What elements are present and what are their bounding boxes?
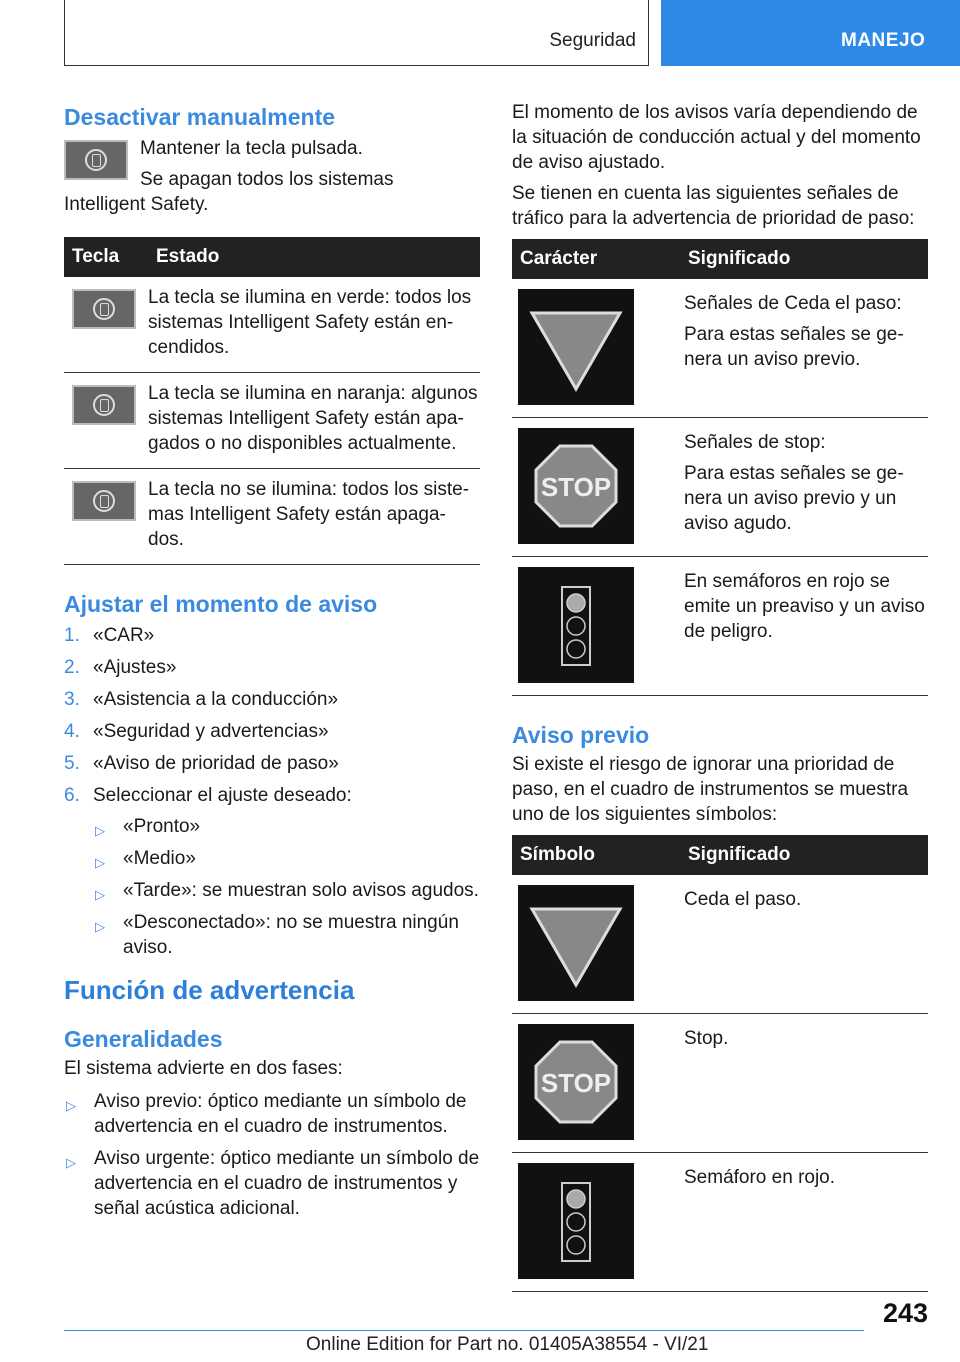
options-list bbox=[93, 814, 480, 960]
traffic-light-icon bbox=[518, 1163, 634, 1279]
svg-text:STOP: STOP bbox=[540, 1068, 612, 1098]
yield-sign-icon bbox=[518, 885, 634, 1001]
table-header-meaning: Significado bbox=[680, 239, 928, 279]
heading-warning-function: Función de advertencia bbox=[64, 975, 355, 1005]
timing-text: El momento de los avisos varía dependiendo de la situación de conducción actual y del momento de aviso ajustado. bbox=[512, 102, 921, 173]
header-section-title: Seguridad bbox=[549, 30, 636, 51]
heading-adjust-timing: Ajustar el momento de aviso bbox=[64, 591, 378, 617]
table-cell: Stop. bbox=[684, 1028, 729, 1049]
key-off-icon bbox=[72, 481, 136, 521]
table-cell: La tecla se ilumina en verde: todos los sistemas Intelligent Safety están en-cendidos. bbox=[148, 277, 480, 373]
stop-sign-icon bbox=[518, 1024, 634, 1140]
list-item: 6. Seleccionar el ajuste deseado: ▷ «Pronto» ▷ «Medio» ▷ «Tarde»: se muestran solo avisos agudos. ▷ «Desconectado»: no se muestra ningún aviso. bbox=[64, 785, 479, 958]
heading-pre-warning: Aviso previo bbox=[512, 722, 650, 748]
header-chapter-label: MANEJO bbox=[841, 30, 926, 51]
table-header-row bbox=[512, 835, 928, 875]
list-item: 2. «Ajustes» bbox=[64, 657, 177, 678]
table-row bbox=[512, 557, 928, 696]
stop-sign-icon bbox=[518, 428, 634, 544]
table-header-row bbox=[512, 239, 928, 279]
phases-list bbox=[64, 1089, 480, 1221]
table-cell: Señales de stop: bbox=[684, 432, 826, 453]
header-chapter-tab bbox=[661, 0, 960, 66]
pre-warning-text: Si existe el riesgo de ignorar una prioridad de paso, en el cuadro de instrumentos se muestra uno de los siguientes símbolos: bbox=[512, 754, 909, 825]
list-item: ▷ Aviso previo: óptico mediante un símbolo de advertencia en el cuadro de instrumentos. bbox=[66, 1091, 467, 1137]
bullet-triangle-icon: ▷ bbox=[95, 919, 105, 934]
table-row bbox=[512, 1153, 928, 1292]
deactivate-intro bbox=[64, 134, 480, 223]
bullet-triangle-icon: ▷ bbox=[66, 1098, 76, 1113]
general-text: El sistema advierte en dos fases: bbox=[64, 1058, 343, 1079]
list-item: 5. «Aviso de prioridad de paso» bbox=[64, 753, 339, 774]
table-cell: En semáforos en rojo se emite un preaviso y un aviso de peligro. bbox=[684, 571, 925, 642]
bullet-triangle-icon: ▷ bbox=[95, 855, 105, 870]
intelligent-safety-key-icon bbox=[64, 140, 128, 180]
yield-sign-icon bbox=[518, 289, 634, 405]
footer-edition: Online Edition for Part no. 01405A38554 - VI/21 bbox=[306, 1334, 709, 1355]
key-status-table bbox=[64, 237, 480, 565]
deactivate-result: Se apagan todos los sistemas Intelligent Safety. bbox=[64, 169, 394, 215]
table-row bbox=[64, 373, 480, 469]
right-column bbox=[512, 100, 928, 1292]
traffic-sign-table bbox=[512, 239, 928, 696]
list-item: ▷ «Tarde»: se muestran solo avisos agudos. bbox=[93, 878, 480, 903]
list-item: ▷ «Medio» bbox=[93, 846, 480, 871]
table-row bbox=[512, 279, 928, 418]
table-cell: Para estas señales se ge-nera un aviso previo y un aviso agudo. bbox=[684, 463, 904, 534]
footer-divider bbox=[64, 1330, 864, 1331]
table-cell: La tecla no se ilumina: todos los siste-mas Intelligent Safety están apaga-dos. bbox=[148, 469, 480, 565]
table-cell: Para estas señales se ge-nera un aviso previo. bbox=[684, 324, 904, 370]
table-cell: Ceda el paso. bbox=[684, 889, 802, 910]
svg-text:STOP: STOP bbox=[540, 472, 612, 502]
list-item: 4. «Seguridad y advertencias» bbox=[64, 721, 329, 742]
table-row bbox=[64, 277, 480, 373]
list-item: ▷ «Pronto» bbox=[93, 814, 480, 839]
adjust-steps-list bbox=[64, 623, 480, 960]
bullet-triangle-icon: ▷ bbox=[95, 823, 105, 838]
table-header-key: Tecla bbox=[64, 237, 148, 277]
key-green-icon bbox=[72, 289, 136, 329]
heading-deactivate: Desactivar manualmente bbox=[64, 104, 336, 130]
table-cell: Semáforo en rojo. bbox=[684, 1167, 836, 1188]
table-header-character: Carácter bbox=[512, 239, 680, 279]
table-cell: Señales de Ceda el paso: bbox=[684, 293, 902, 314]
bullet-triangle-icon: ▷ bbox=[66, 1155, 76, 1170]
heading-general: Generalidades bbox=[64, 1026, 223, 1052]
traffic-light-icon bbox=[518, 567, 634, 683]
signs-intro-text: Se tienen en cuenta las siguientes señales de tráfico para la advertencia de prioridad de paso: bbox=[512, 183, 915, 229]
left-column bbox=[64, 100, 480, 1228]
key-orange-icon bbox=[72, 385, 136, 425]
bullet-triangle-icon: ▷ bbox=[95, 887, 105, 902]
symbol-table bbox=[512, 835, 928, 1292]
deactivate-step: Mantener la tecla pulsada. bbox=[140, 138, 363, 159]
list-item: 1. «CAR» bbox=[64, 625, 155, 646]
table-row bbox=[512, 1014, 928, 1153]
list-item: ▷ «Desconectado»: no se muestra ningún aviso. bbox=[95, 912, 459, 958]
table-cell: La tecla se ilumina en naranja: algunos sistemas Intelligent Safety están apa-gados o no disponibles actualmente. bbox=[148, 373, 480, 469]
table-header-status: Estado bbox=[148, 237, 480, 277]
header-section-box bbox=[64, 0, 649, 66]
table-row bbox=[64, 469, 480, 565]
table-header-meaning: Significado bbox=[680, 835, 928, 875]
list-item: ▷ Aviso urgente: óptico mediante un símbolo de advertencia en el cuadro de instrumentos y señal acústica adicional. bbox=[66, 1148, 480, 1219]
table-row bbox=[512, 875, 928, 1014]
table-header-row bbox=[64, 237, 480, 277]
page-number: 243 bbox=[882, 1298, 928, 1328]
list-item: 3. «Asistencia a la conducción» bbox=[64, 689, 339, 710]
table-row bbox=[512, 418, 928, 557]
table-header-symbol: Símbolo bbox=[512, 835, 680, 875]
